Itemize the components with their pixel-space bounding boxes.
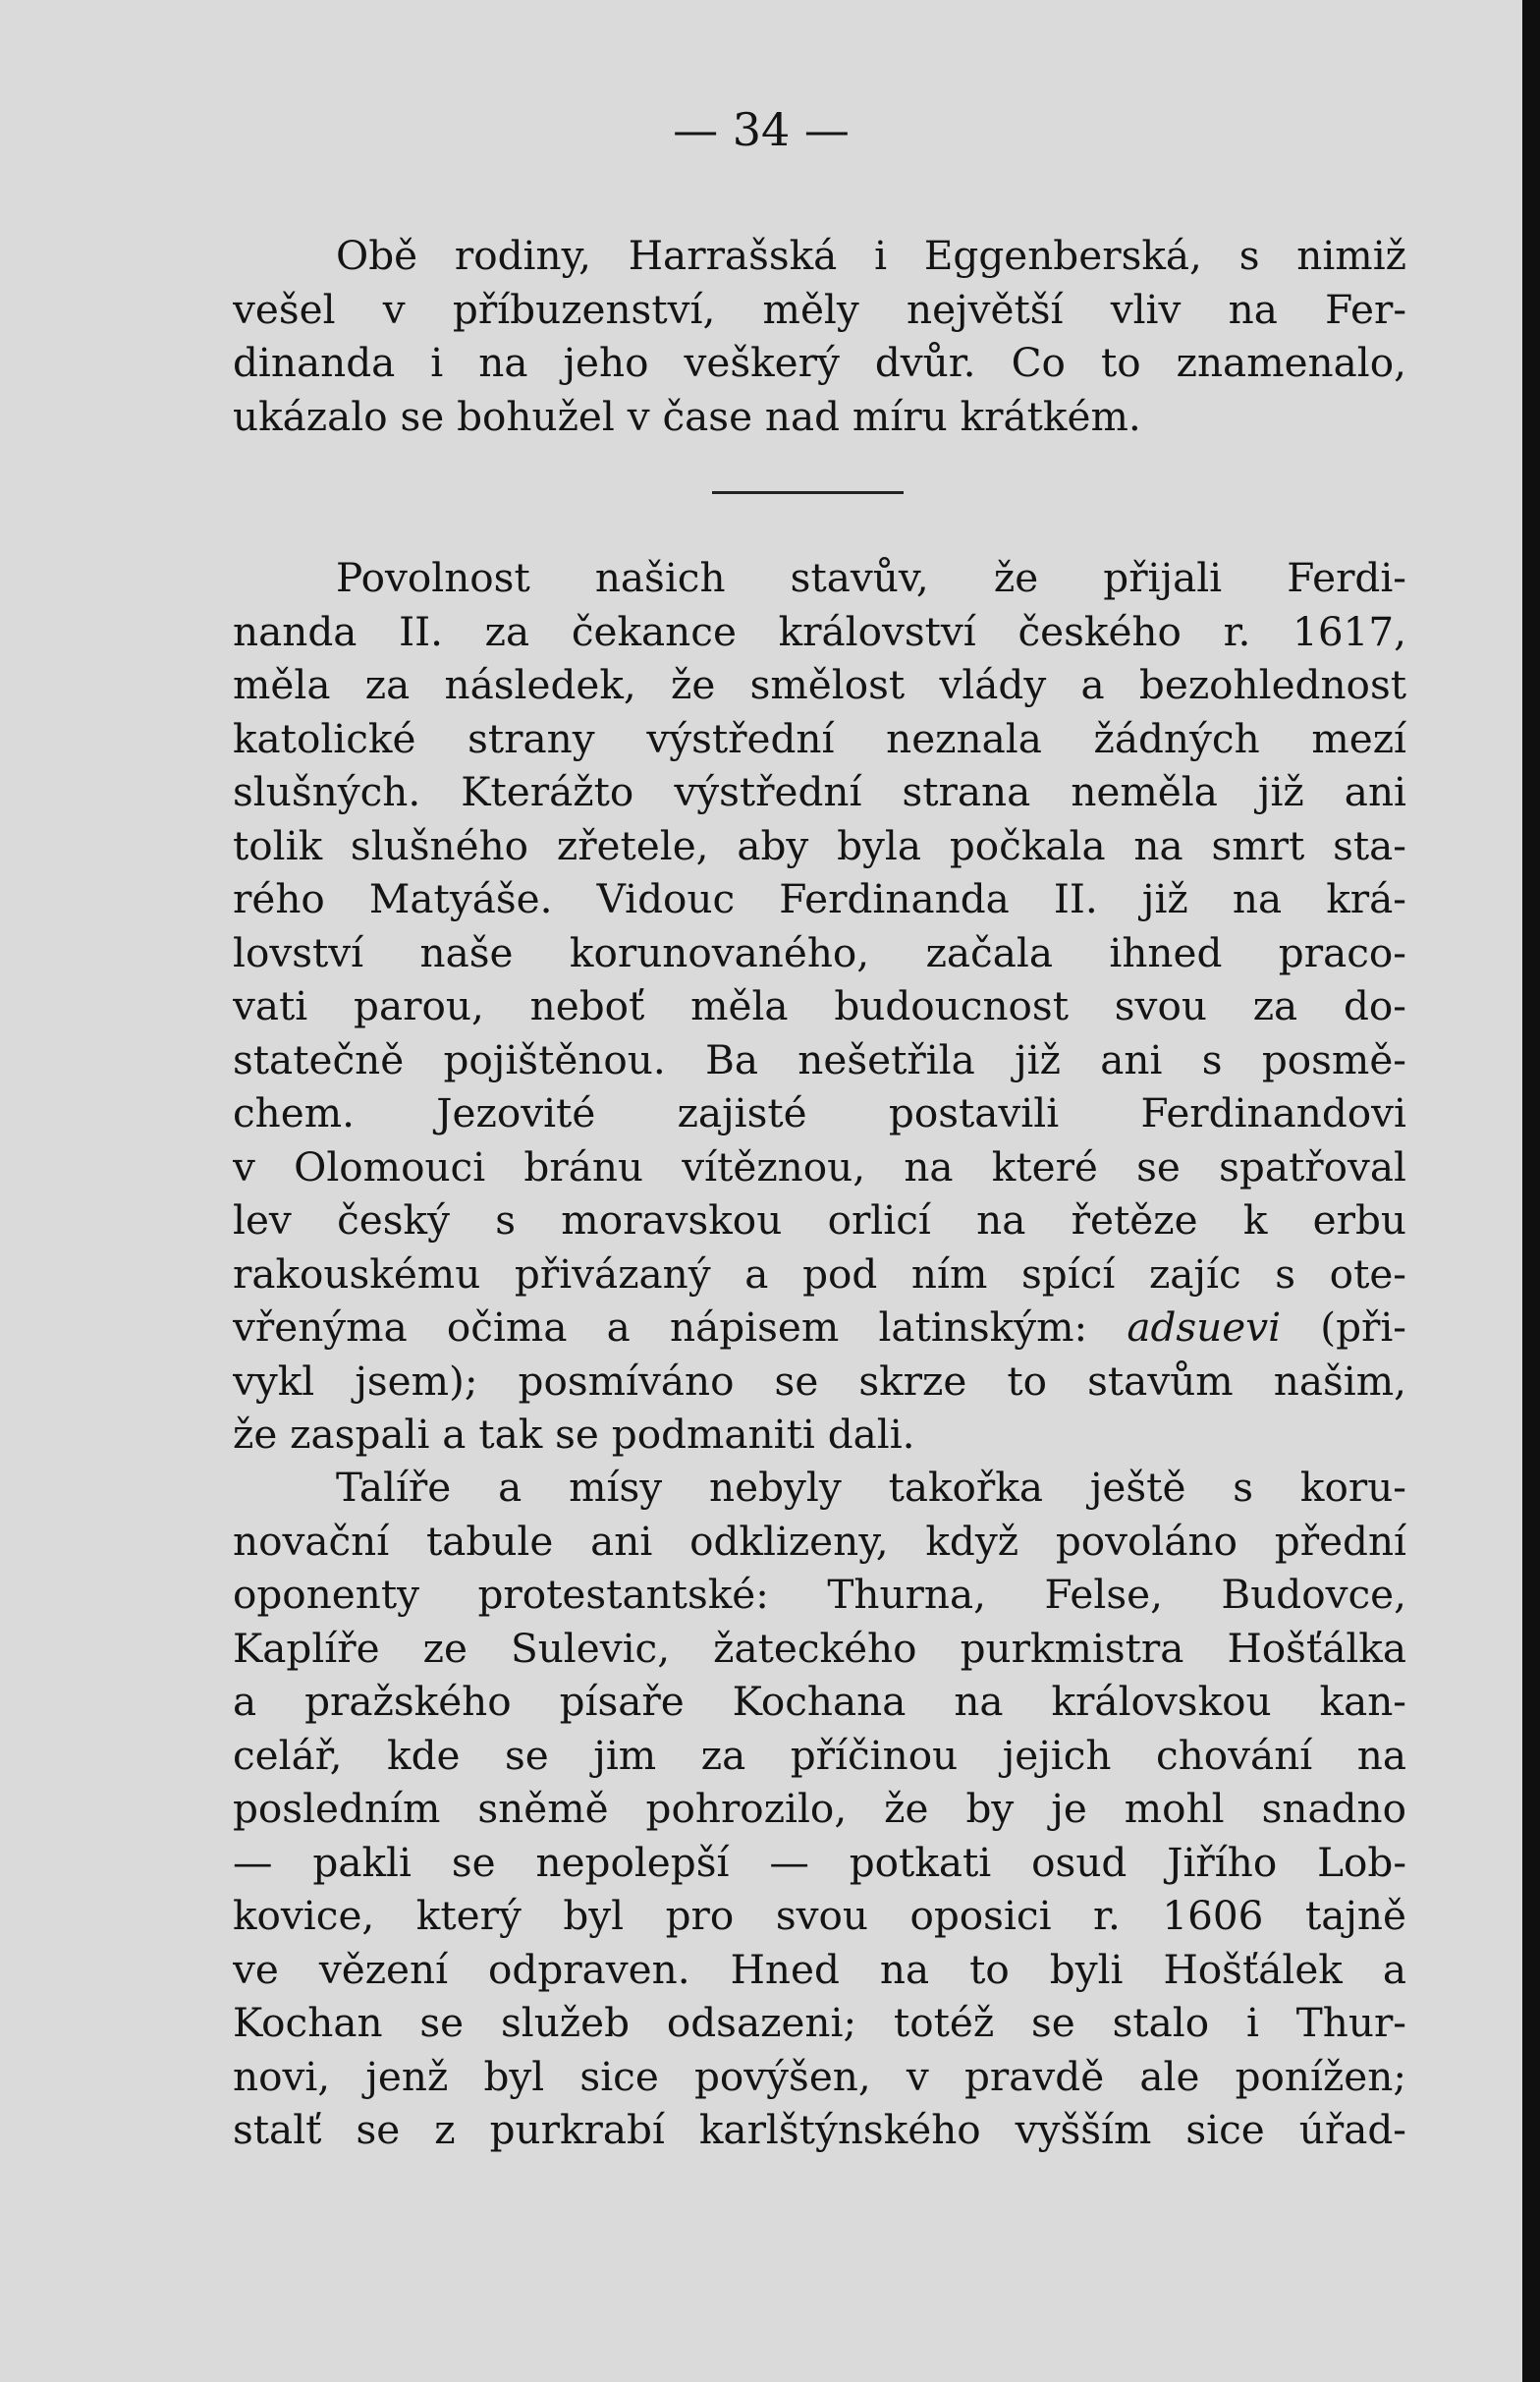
text-line: dinanda i na jeho veškerý dvůr. Co to znamenalo, xyxy=(233,339,1406,386)
text-line: rého Matyáše. Vidouc Ferdinanda II. již na krá- xyxy=(233,875,1406,922)
text-line: ve vězení odpraven. Hned na to byli Hošťálek a xyxy=(233,1945,1406,1993)
text-line: že zaspali a tak se podmaniti dali. xyxy=(233,1411,915,1458)
text-line: statečně pojištěnou. Ba nešetřila již ani s posmě- xyxy=(233,1035,1406,1083)
text-line: slušných. Kterážto výstřední strana neměla již ani xyxy=(233,768,1406,815)
text-line: nanda II. za čekance království českého r. 1617, xyxy=(233,607,1406,655)
text-line: měla za následek, že smělost vlády a bezohlednost xyxy=(233,661,1406,708)
text-line: v Olomouci bránu vítěznou, na které se spatřoval xyxy=(233,1142,1406,1191)
page-number: — 34 — xyxy=(673,103,850,156)
text-line: katolické strany výstřední neznala žádných mezí xyxy=(233,714,1406,762)
paragraph-3 xyxy=(233,1461,1406,2157)
paragraph-2 xyxy=(233,551,1406,1462)
latin-word: adsuevi xyxy=(1127,1303,1282,1351)
text-line: vati parou, neboť měla budoucnost svou za do- xyxy=(233,982,1406,1029)
line-text-end: (při- xyxy=(1281,1303,1406,1351)
text-line: — pakli se nepolepší — potkati osud Jiřího Lob- xyxy=(233,1838,1406,1886)
text-line: Obě rodiny, Harrašská i Eggenberská, s nimiž xyxy=(336,232,1406,279)
text-line: stalť se z purkrabí karlštýnského vyšším sice úřad- xyxy=(233,2106,1406,2153)
text-line: posledním sněmě pohrozilo, že by je mohl snadno xyxy=(233,1785,1406,1832)
text-line: vykl jsem); posmíváno se skrze to stavům našim, xyxy=(233,1357,1406,1405)
text-line: celář, kde se jim za příčinou jejich chování na xyxy=(233,1731,1406,1779)
page-edge-shadow xyxy=(1522,0,1540,2382)
text-line: ukázalo se bohužel v čase nad míru krátkém. xyxy=(233,392,1141,440)
text-line: novi, jenž byl sice povýšen, v pravdě ale ponížen; xyxy=(233,2052,1406,2100)
text-line: vešel v příbuzenství, měly největší vliv na Fer- xyxy=(233,285,1406,333)
text-line-with-latin xyxy=(233,1301,1406,1355)
text-line: lovství naše korunovaného, začala ihned praco- xyxy=(233,928,1406,976)
paragraph-1 xyxy=(233,229,1406,443)
section-divider xyxy=(712,491,904,494)
text-line: novační tabule ani odklizeny, když povoláno přední xyxy=(233,1517,1406,1565)
text-line: Talíře a mísy nebyly takořka ještě s koru- xyxy=(336,1464,1406,1511)
text-line: kovice, který byl pro svou oposici r. 1606 tajně xyxy=(233,1892,1406,1939)
text-line: Povolnost našich stavův, že přijali Ferdi- xyxy=(336,554,1406,601)
text-line: tolik slušného zřetele, aby byla počkala na smrt sta- xyxy=(233,821,1406,869)
text-line: a pražského písaře Kochana na královskou kan- xyxy=(233,1678,1406,1725)
line-text-start: vřenýma očima a nápisem latinským: xyxy=(233,1303,1128,1351)
text-line: chem. Jezovité zajisté postavili Ferdinandovi xyxy=(233,1089,1406,1136)
text-line: lev český s moravskou orlicí na řetěze k erbu xyxy=(233,1196,1406,1244)
text-line: Kaplíře ze Sulevic, žateckého purkmistra Hošťálka xyxy=(233,1624,1406,1672)
text-line: rakouskému přivázaný a pod ním spící zajíc s ote- xyxy=(233,1249,1406,1298)
text-line: oponenty protestantské: Thurna, Felse, Budovce, xyxy=(233,1571,1406,1618)
text-line: Kochan se služeb odsazeni; totéž se stalo i Thur- xyxy=(233,1999,1406,2046)
